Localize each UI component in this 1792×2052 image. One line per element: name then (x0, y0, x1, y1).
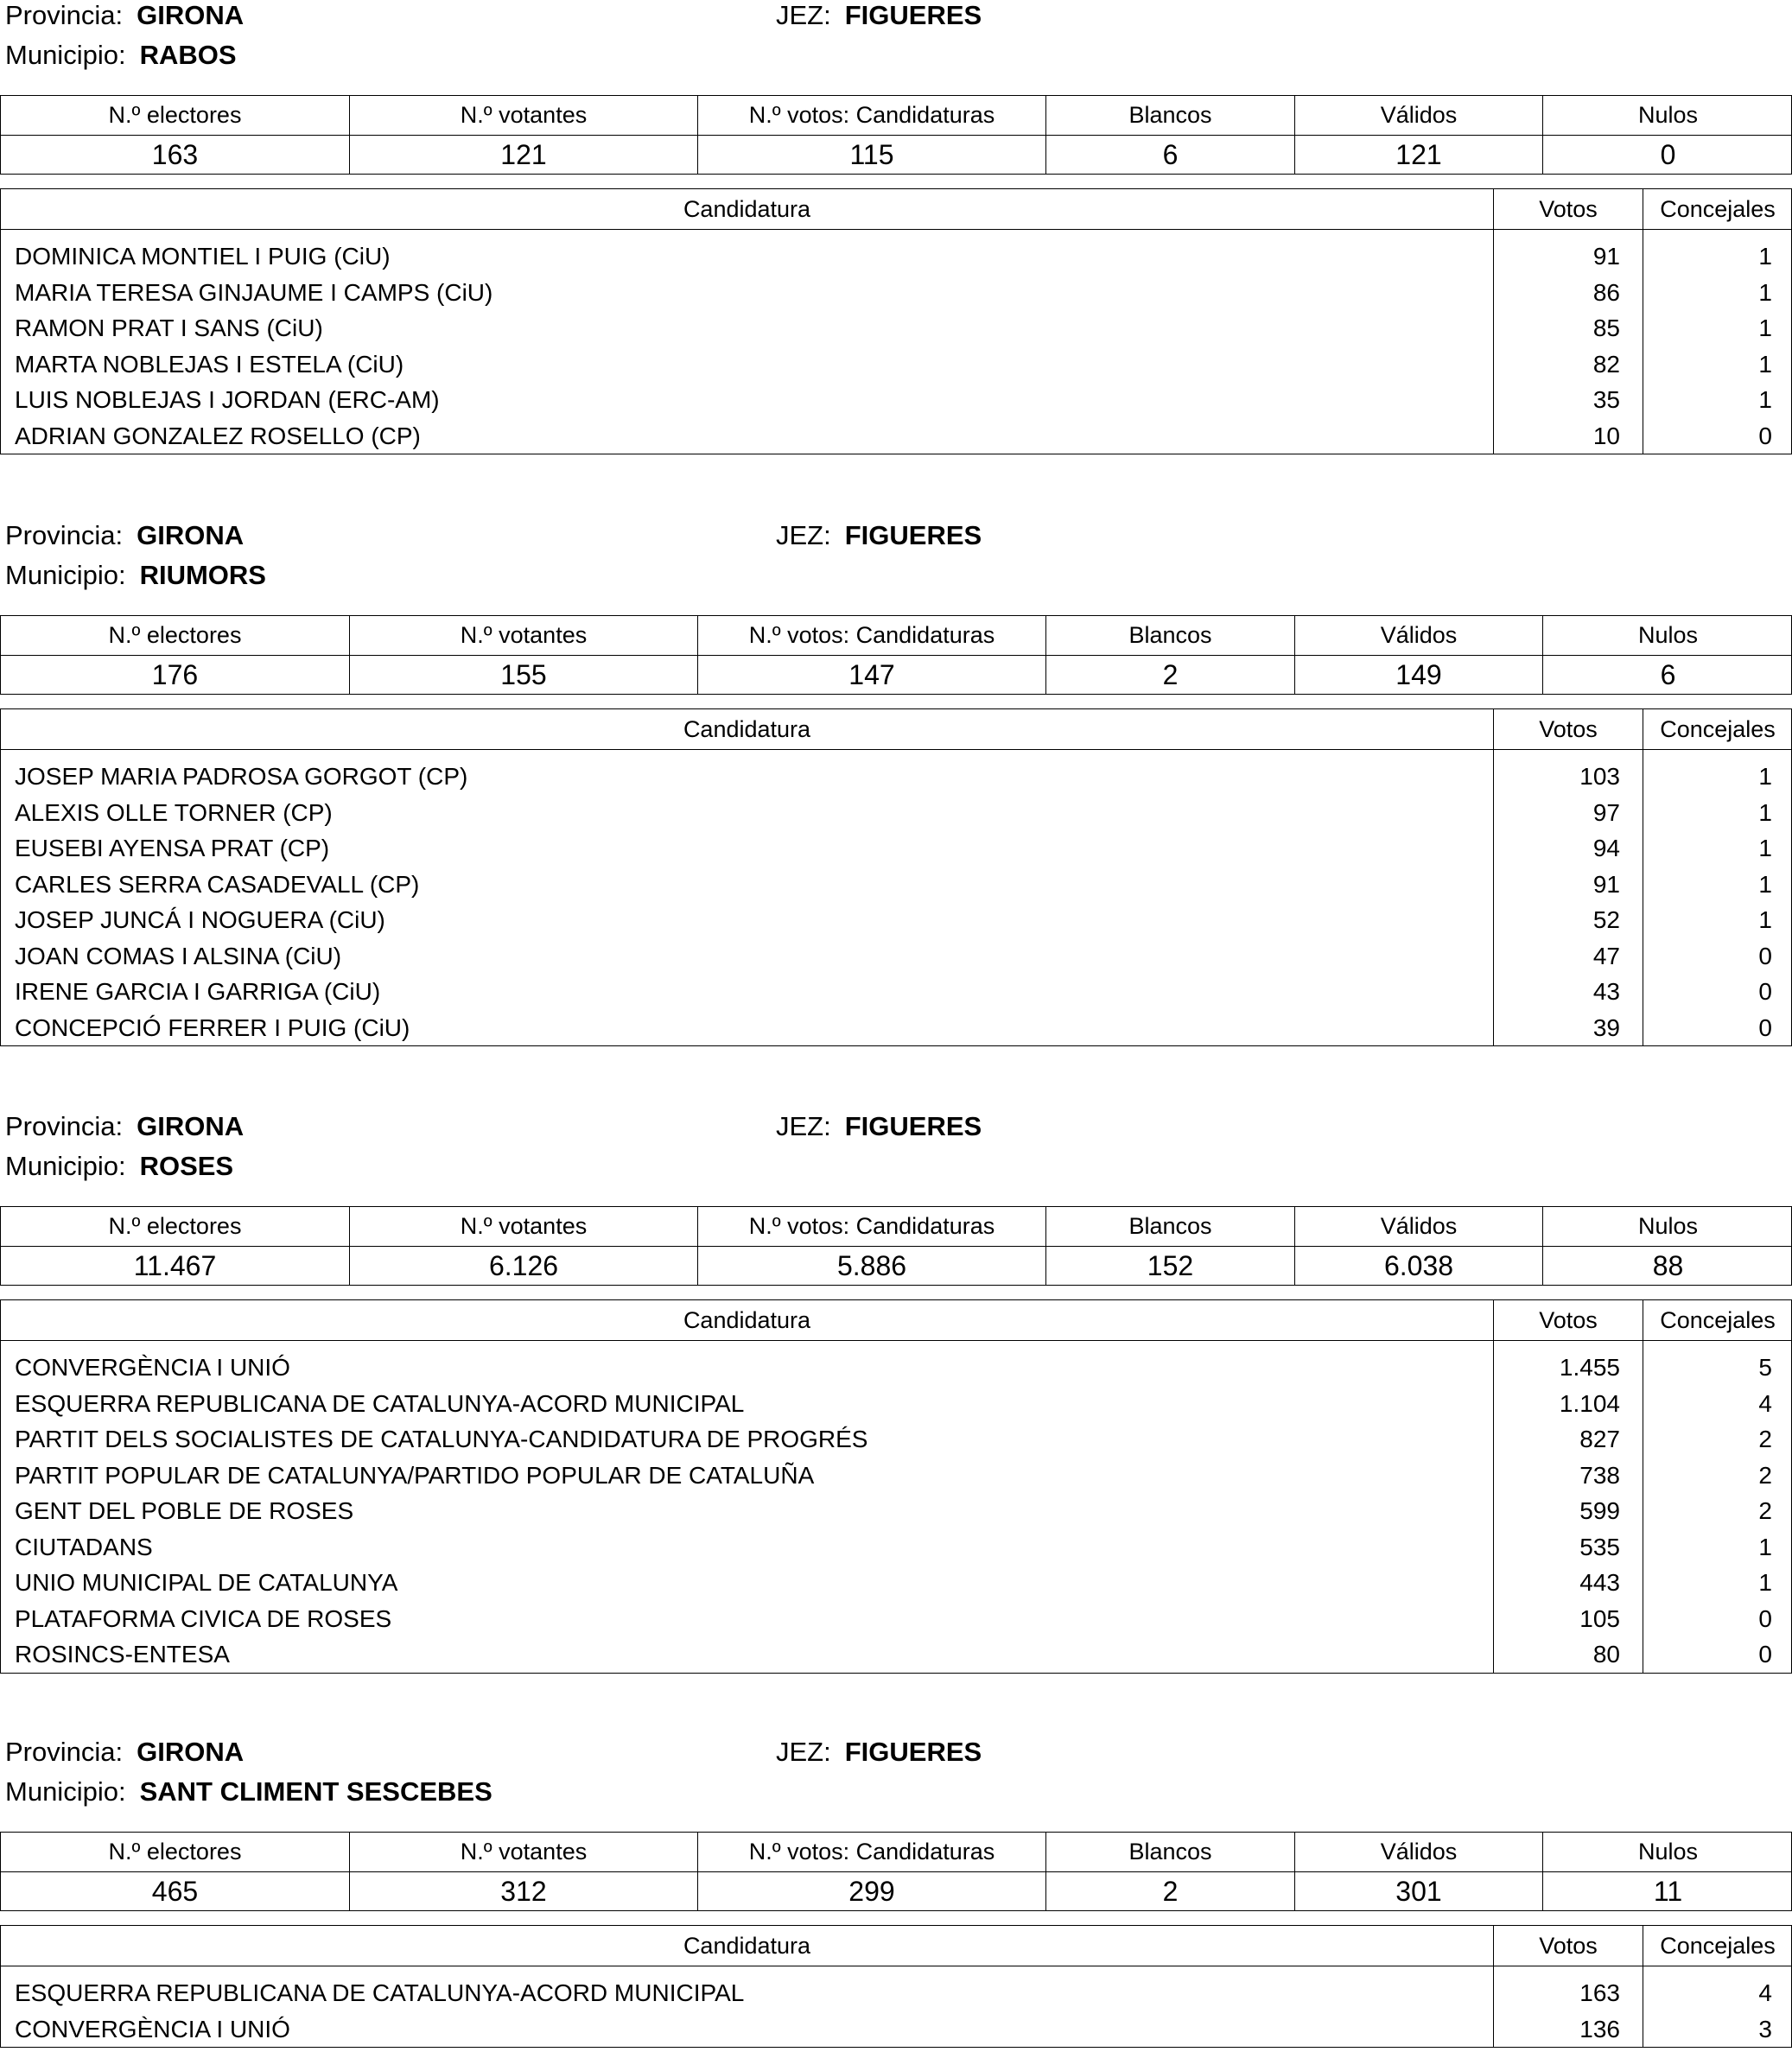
stats-value-nulos: 0 (1660, 139, 1676, 170)
candidate-concejales: 1 (1758, 798, 1772, 826)
stats-header-electores: N.º electores (1, 96, 349, 136)
column-header-votos: Votos (1539, 1307, 1598, 1333)
provincia-label: Provincia: (5, 1111, 124, 1141)
candidate-name: CARLES SERRA CASADEVALL (CP) (15, 870, 420, 898)
column-header-concejales: Concejales (1660, 196, 1776, 222)
candidate-name: EUSEBI AYENSA PRAT (CP) (15, 835, 330, 861)
candidate-row (1, 382, 1791, 418)
candidate-votes: 535 (1579, 1533, 1620, 1560)
stats-value-validos: 6.038 (1383, 1250, 1454, 1281)
candidate-concejales: 0 (1758, 942, 1772, 969)
candidate-votes: 163 (1579, 1979, 1620, 2006)
municipio-value: RIUMORS (139, 560, 266, 590)
candidate-concejales: 1 (1758, 835, 1772, 861)
stats-table (0, 1832, 1792, 1911)
stats-column-nulos (1543, 1207, 1792, 1285)
candidate-name: CONVERGÈNCIA I UNIÓ (15, 1354, 290, 1381)
stats-header-validos: Válidos (1295, 1833, 1542, 1872)
stats-column-validos (1295, 1207, 1543, 1285)
stats-table (0, 1206, 1792, 1286)
candidate-votes: 35 (1592, 386, 1620, 413)
stats-column-votos-candidaturas (698, 96, 1046, 174)
candidates-list (1, 1966, 1791, 2047)
stats-value-votantes: 312 (500, 1876, 547, 1907)
candidate-name: PLATAFORMA CIVICA DE ROSES (15, 1604, 392, 1632)
candidate-name: CONCEPCIÓ FERRER I PUIG (CiU) (15, 1013, 410, 1041)
stats-column-electores (1, 1833, 350, 1910)
stats-header-blancos: Blancos (1046, 96, 1294, 136)
candidate-concejales: 1 (1758, 906, 1772, 933)
stats-header-validos: Válidos (1295, 616, 1542, 656)
stats-column-votantes (350, 1833, 698, 1910)
provincia-line (5, 1737, 244, 1768)
candidate-row (1, 938, 1791, 975)
candidate-votes: 105 (1579, 1604, 1620, 1632)
stats-header-nulos: Nulos (1543, 1833, 1792, 1872)
candidate-row (1, 974, 1791, 1010)
provincia-value: GIRONA (137, 1111, 245, 1141)
stats-column-votantes (350, 616, 698, 694)
municipio-line (5, 40, 237, 71)
candidate-votes: 827 (1579, 1426, 1620, 1452)
stats-header-votos-candidaturas: N.º votos: Candidaturas (698, 1207, 1045, 1247)
stats-header-votantes: N.º votantes (350, 1833, 697, 1872)
stats-header-votos-candidaturas: N.º votos: Candidaturas (698, 96, 1045, 136)
column-header-candidatura: Candidatura (683, 1307, 811, 1333)
column-header-concejales: Concejales (1660, 1307, 1776, 1333)
candidate-row (1, 830, 1791, 867)
candidate-votes: 91 (1592, 870, 1620, 898)
candidate-name: UNIO MUNICIPAL DE CATALUNYA (15, 1569, 398, 1596)
candidate-row (1, 1636, 1791, 1673)
stats-column-nulos (1543, 1833, 1792, 1910)
candidate-name: ADRIAN GONZALEZ ROSELLO (CP) (15, 422, 421, 449)
stats-value-validos: 121 (1395, 139, 1442, 170)
candidate-concejales: 4 (1758, 1389, 1772, 1417)
stats-value-votos-candidaturas: 299 (848, 1876, 895, 1907)
candidate-name: GENT DEL POBLE DE ROSES (15, 1497, 354, 1524)
candidate-row (1, 1529, 1791, 1566)
candidate-row (1, 902, 1791, 938)
stats-value-nulos: 88 (1652, 1250, 1684, 1281)
stats-value-nulos: 11 (1653, 1876, 1683, 1907)
candidate-row (1, 310, 1791, 346)
stats-column-blancos (1046, 616, 1295, 694)
candidate-name: PARTIT DELS SOCIALISTES DE CATALUNYA-CANDIDATURA DE PROGRÉS (15, 1426, 868, 1452)
column-header-concejales: Concejales (1660, 1933, 1776, 1959)
stats-header-electores: N.º electores (1, 1833, 349, 1872)
candidate-name: IRENE GARCIA I GARRIGA (CiU) (15, 978, 381, 1005)
candidate-name: LUIS NOBLEJAS I JORDAN (ERC-AM) (15, 386, 440, 413)
candidate-concejales: 0 (1758, 1013, 1772, 1041)
candidate-name: DOMINICA MONTIEL I PUIG (CiU) (15, 243, 391, 270)
provincia-value: GIRONA (137, 1737, 245, 1767)
stats-value-votos-candidaturas: 5.886 (836, 1250, 907, 1281)
candidates-list (1, 1341, 1791, 1673)
provincia-label: Provincia: (5, 520, 124, 550)
candidate-name: RAMON PRAT I SANS (CiU) (15, 314, 323, 341)
candidate-row (1, 1010, 1791, 1046)
stats-header-blancos: Blancos (1046, 1833, 1294, 1872)
candidates-table (0, 1925, 1792, 2048)
provincia-line (5, 0, 244, 31)
stats-column-nulos (1543, 96, 1792, 174)
stats-header-blancos: Blancos (1046, 616, 1294, 656)
stats-header-nulos: Nulos (1543, 616, 1792, 656)
provincia-value: GIRONA (137, 0, 245, 30)
candidate-name: PARTIT POPULAR DE CATALUNYA/PARTIDO POPULAR DE CATALUÑA (15, 1461, 815, 1489)
candidate-votes: 1.104 (1559, 1389, 1620, 1417)
stats-value-votantes: 155 (500, 659, 547, 690)
municipio-label: Municipio: (5, 560, 126, 590)
candidates-table-header (1, 189, 1791, 230)
candidate-concejales: 4 (1758, 1979, 1772, 2006)
provincia-label: Provincia: (5, 0, 124, 30)
candidate-row (1, 1493, 1791, 1529)
candidates-table (0, 708, 1792, 1046)
provincia-line (5, 520, 244, 551)
candidate-name: JOSEP JUNCÁ I NOGUERA (CiU) (15, 906, 385, 933)
municipio-label: Municipio: (5, 1151, 126, 1181)
candidate-concejales: 1 (1758, 314, 1772, 341)
jez-line (776, 0, 982, 31)
candidate-votes: 86 (1592, 278, 1620, 306)
stats-column-blancos (1046, 1833, 1295, 1910)
candidate-concejales: 3 (1758, 2015, 1772, 2042)
candidate-row (1, 1565, 1791, 1601)
stats-value-electores: 11.467 (133, 1250, 217, 1281)
candidates-table-header (1, 1926, 1791, 1966)
candidate-votes: 91 (1592, 243, 1620, 270)
stats-header-electores: N.º electores (1, 1207, 349, 1247)
candidate-concejales: 0 (1758, 422, 1772, 449)
provincia-label: Provincia: (5, 1737, 124, 1767)
candidates-table-header (1, 709, 1791, 750)
candidate-row (1, 795, 1791, 831)
candidate-concejales: 0 (1758, 978, 1772, 1005)
candidate-votes: 97 (1592, 798, 1620, 826)
stats-column-electores (1, 616, 350, 694)
candidate-votes: 82 (1592, 350, 1620, 378)
candidate-row (1, 418, 1791, 454)
stats-column-validos (1295, 1833, 1543, 1910)
stats-column-blancos (1046, 96, 1295, 174)
municipio-line (5, 560, 266, 591)
candidate-name: JOSEP MARIA PADROSA GORGOT (CP) (15, 763, 468, 790)
candidate-concejales: 1 (1758, 386, 1772, 413)
stats-column-validos (1295, 616, 1543, 694)
candidate-row (1, 1421, 1791, 1458)
candidate-concejales: 1 (1758, 278, 1772, 306)
stats-header-electores: N.º electores (1, 616, 349, 656)
stats-column-votos-candidaturas (698, 616, 1046, 694)
stats-header-validos: Válidos (1295, 1207, 1542, 1247)
column-header-candidatura: Candidatura (683, 716, 811, 742)
jez-label: JEZ: (776, 1111, 831, 1141)
stats-value-votos-candidaturas: 147 (848, 659, 895, 690)
candidate-name: ESQUERRA REPUBLICANA DE CATALUNYA-ACORD MUNICIPAL (15, 1979, 745, 2006)
candidate-concejales: 2 (1758, 1497, 1772, 1524)
candidate-votes: 52 (1592, 906, 1620, 933)
stats-value-electores: 176 (151, 659, 199, 690)
stats-header-votos-candidaturas: N.º votos: Candidaturas (698, 1833, 1045, 1872)
candidate-concejales: 2 (1758, 1426, 1772, 1452)
stats-column-votantes (350, 1207, 698, 1285)
candidate-concejales: 1 (1758, 763, 1772, 790)
provincia-value: GIRONA (137, 520, 245, 550)
stats-column-validos (1295, 96, 1543, 174)
stats-column-blancos (1046, 1207, 1295, 1285)
stats-value-blancos: 152 (1147, 1250, 1194, 1281)
candidates-list (1, 750, 1791, 1045)
candidate-votes: 443 (1579, 1569, 1620, 1596)
candidate-row (1, 1601, 1791, 1637)
stats-value-blancos: 2 (1162, 1876, 1179, 1907)
candidate-row (1, 1458, 1791, 1494)
municipio-value: RABOS (139, 40, 237, 70)
municipio-value: SANT CLIMENT SESCEBES (139, 1776, 492, 1807)
candidate-name: MARTA NOBLEJAS I ESTELA (CiU) (15, 350, 404, 378)
candidate-concejales: 1 (1758, 243, 1772, 270)
candidate-name: CIUTADANS (15, 1533, 153, 1560)
candidate-row (1, 1386, 1791, 1422)
stats-column-votantes (350, 96, 698, 174)
candidates-table (0, 188, 1792, 454)
jez-label: JEZ: (776, 520, 831, 550)
candidate-name: ESQUERRA REPUBLICANA DE CATALUNYA-ACORD MUNICIPAL (15, 1389, 745, 1417)
column-header-votos: Votos (1539, 1933, 1598, 1959)
candidate-row (1, 759, 1791, 795)
stats-value-electores: 465 (151, 1876, 199, 1907)
municipio-line (5, 1776, 492, 1807)
candidate-votes: 136 (1579, 2015, 1620, 2042)
candidate-concejales: 1 (1758, 350, 1772, 378)
jez-line (776, 520, 982, 551)
candidates-list (1, 230, 1791, 454)
candidate-concejales: 1 (1758, 870, 1772, 898)
stats-header-votantes: N.º votantes (350, 616, 697, 656)
candidate-row (1, 346, 1791, 383)
stats-header-votantes: N.º votantes (350, 96, 697, 136)
jez-label: JEZ: (776, 1737, 831, 1767)
stats-value-nulos: 6 (1660, 659, 1676, 690)
candidate-concejales: 0 (1758, 1604, 1772, 1632)
candidate-votes: 103 (1579, 763, 1620, 790)
column-header-votos: Votos (1539, 196, 1598, 222)
candidate-concejales: 5 (1758, 1354, 1772, 1381)
stats-value-votantes: 121 (500, 139, 547, 170)
stats-value-blancos: 2 (1162, 659, 1179, 690)
column-header-candidatura: Candidatura (683, 1933, 811, 1959)
stats-value-validos: 149 (1395, 659, 1442, 690)
candidate-votes: 39 (1592, 1013, 1620, 1041)
jez-label: JEZ: (776, 0, 831, 30)
candidate-votes: 43 (1592, 978, 1620, 1005)
jez-value: FIGUERES (844, 1737, 982, 1767)
column-header-votos: Votos (1539, 716, 1598, 742)
stats-value-votantes: 6.126 (488, 1250, 559, 1281)
candidate-name: ROSINCS-ENTESA (15, 1641, 230, 1668)
candidate-votes: 1.455 (1559, 1354, 1620, 1381)
stats-value-votos-candidaturas: 115 (849, 139, 894, 170)
municipio-label: Municipio: (5, 1776, 126, 1807)
candidate-row (1, 1975, 1791, 2011)
candidate-votes: 599 (1579, 1497, 1620, 1524)
candidate-row (1, 275, 1791, 311)
candidate-votes: 85 (1592, 314, 1620, 341)
candidate-votes: 47 (1592, 942, 1620, 969)
provincia-line (5, 1111, 244, 1142)
jez-line (776, 1111, 982, 1142)
candidate-name: MARIA TERESA GINJAUME I CAMPS (CiU) (15, 278, 493, 306)
candidate-name: ALEXIS OLLE TORNER (CP) (15, 798, 333, 826)
stats-header-validos: Válidos (1295, 96, 1542, 136)
candidate-votes: 94 (1592, 835, 1620, 861)
municipio-value: ROSES (139, 1151, 234, 1181)
stats-header-votos-candidaturas: N.º votos: Candidaturas (698, 616, 1045, 656)
candidate-row (1, 2011, 1791, 2048)
stats-value-validos: 301 (1395, 1876, 1442, 1907)
stats-column-electores (1, 1207, 350, 1285)
stats-header-blancos: Blancos (1046, 1207, 1294, 1247)
stats-header-votantes: N.º votantes (350, 1207, 697, 1247)
stats-header-nulos: Nulos (1543, 1207, 1792, 1247)
candidate-name: JOAN COMAS I ALSINA (CiU) (15, 942, 342, 969)
column-header-candidatura: Candidatura (683, 196, 811, 222)
candidates-table (0, 1299, 1792, 1674)
stats-column-votos-candidaturas (698, 1833, 1046, 1910)
candidate-row (1, 238, 1791, 275)
jez-value: FIGUERES (844, 0, 982, 30)
stats-table (0, 615, 1792, 695)
stats-column-nulos (1543, 616, 1792, 694)
stats-value-electores: 163 (151, 139, 199, 170)
candidate-row (1, 1350, 1791, 1386)
jez-line (776, 1737, 982, 1768)
candidates-table-header (1, 1300, 1791, 1341)
stats-column-electores (1, 96, 350, 174)
candidate-row (1, 867, 1791, 903)
stats-table (0, 95, 1792, 175)
jez-value: FIGUERES (844, 520, 982, 550)
candidate-concejales: 1 (1758, 1533, 1772, 1560)
column-header-concejales: Concejales (1660, 716, 1776, 742)
jez-value: FIGUERES (844, 1111, 982, 1141)
municipio-line (5, 1151, 233, 1182)
stats-header-nulos: Nulos (1543, 96, 1792, 136)
candidate-concejales: 1 (1758, 1569, 1772, 1596)
stats-value-blancos: 6 (1162, 139, 1179, 170)
stats-column-votos-candidaturas (698, 1207, 1046, 1285)
candidate-name: CONVERGÈNCIA I UNIÓ (15, 2015, 290, 2042)
candidate-votes: 10 (1592, 422, 1620, 449)
candidate-votes: 738 (1579, 1461, 1620, 1489)
candidate-concejales: 2 (1758, 1461, 1772, 1489)
candidate-concejales: 0 (1758, 1641, 1772, 1668)
municipio-label: Municipio: (5, 40, 126, 70)
candidate-votes: 80 (1592, 1641, 1620, 1668)
